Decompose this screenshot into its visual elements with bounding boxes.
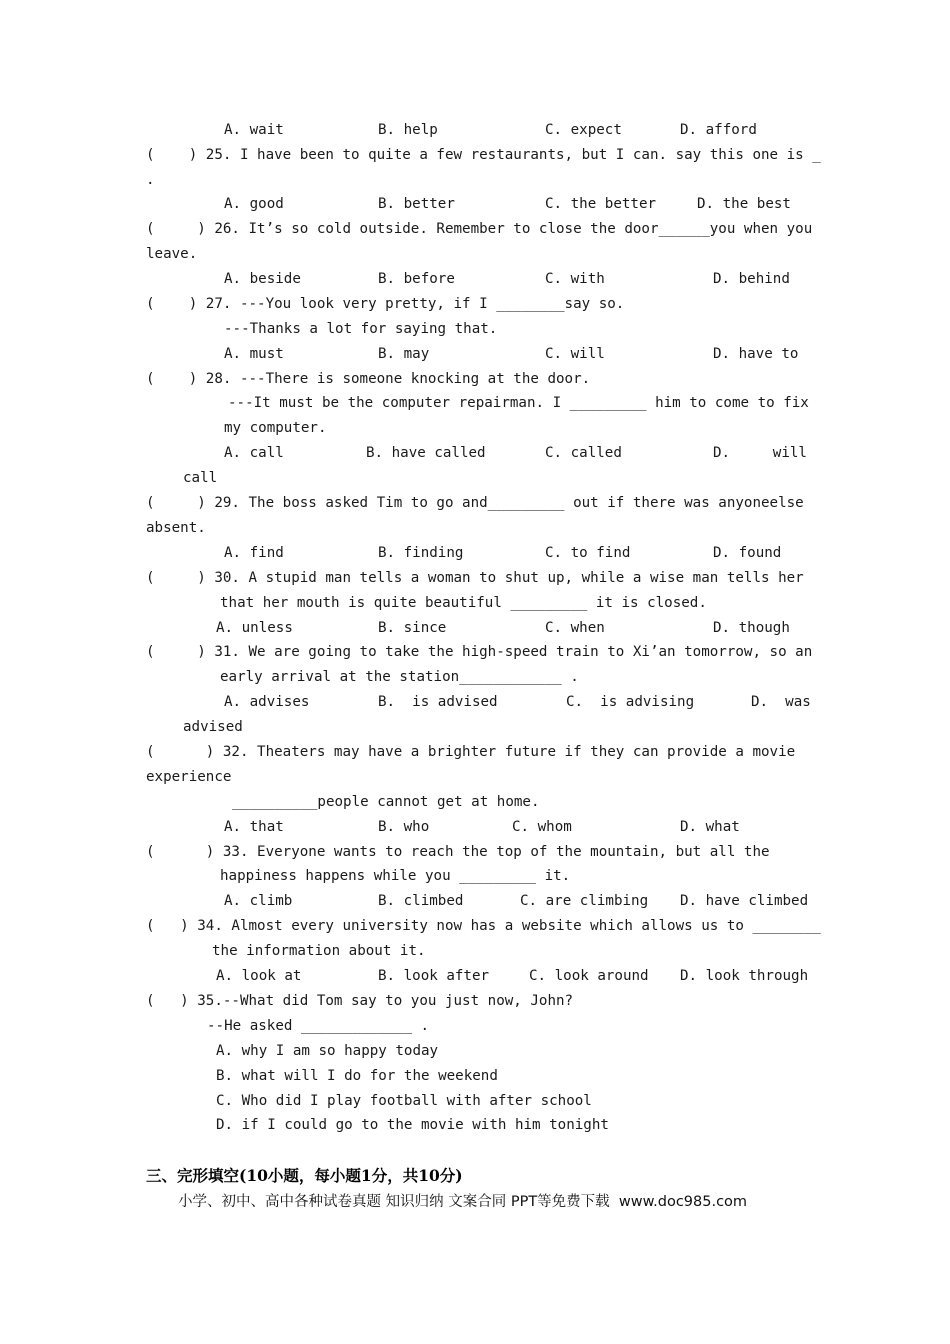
q28-reply-line1: ---It must be the computer repairman. I _________ him to come to fix [228, 395, 809, 411]
q33-option-a: A. climb [224, 893, 293, 909]
q34-option-b: B. look after [378, 968, 490, 984]
q30-option-a: A. unless [216, 620, 293, 636]
q26-stem-continued: leave. [146, 246, 198, 262]
q29-option-a: A. find [224, 545, 284, 561]
q28-option-c: C. called [545, 445, 622, 461]
q33-stem: ( ) 33. Everyone wants to reach the top of the mountain, but all the [146, 844, 770, 860]
q35-option-c: C. Who did I play football with after school [216, 1093, 592, 1109]
q34-option-d: D. look through [680, 968, 809, 984]
q28-option-a: A. call [224, 445, 284, 461]
q27-option-b: B. may [378, 346, 430, 362]
q32-option-c: C. whom [512, 819, 572, 835]
q26-option-c: C. with [545, 271, 605, 287]
q26-option-b: B. before [378, 271, 455, 287]
q29-stem-continued: absent. [146, 520, 206, 536]
q35-option-b: B. what will I do for the weekend [216, 1068, 498, 1084]
q35-option-a: A. why I am so happy today [216, 1043, 439, 1059]
q26-option-a: A. beside [224, 271, 301, 287]
section-heading-cloze: 三、完形填空(10小题，每小题1分，共10分) [146, 1166, 463, 1185]
q27-stem: ( ) 27. ---You look very pretty, if I ________say so. [146, 296, 625, 312]
q30-stem-continued: that her mouth is quite beautiful _________ it is closed. [220, 595, 707, 611]
q25-option-a: A. good [224, 196, 284, 212]
q32-stem: ( ) 32. Theaters may have a brighter future if they can provide a movie [146, 744, 796, 760]
q33-stem-continued: happiness happens while you _________ it. [220, 868, 571, 884]
q29-option-b: B. finding [378, 545, 464, 561]
q30-stem: ( ) 30. A stupid man tells a woman to shut up, while a wise man tells her [146, 570, 804, 586]
q31-stem-continued: early arrival at the station____________ . [220, 669, 579, 685]
q31-option-c: C. is advising [566, 694, 695, 710]
q34-stem-continued: the information about it. [212, 943, 426, 959]
q24-option-d: D. afford [680, 122, 757, 138]
q32-option-a: A. that [224, 819, 284, 835]
q26-option-d: D. behind [713, 271, 790, 287]
q27-option-a: A. must [224, 346, 284, 362]
q25-stem-continued: . [146, 172, 155, 188]
q31-option-d: D. was [751, 694, 811, 710]
q30-option-d: D. though [713, 620, 790, 636]
q34-stem: ( ) 34. Almost every university now has a website which allows us to ________ [146, 918, 821, 934]
q29-stem: ( ) 29. The boss asked Tim to go and_________ out if there was anyoneelse [146, 495, 804, 511]
q26-stem: ( ) 26. It’s so cold outside. Remember to close the door______you when you [146, 221, 813, 237]
q27-option-d: D. have to [713, 346, 799, 362]
q28-reply-line2: my computer. [224, 420, 327, 436]
q27-reply: ---Thanks a lot for saying that. [224, 321, 498, 337]
q25-option-b: B. better [378, 196, 455, 212]
q30-option-b: B. since [378, 620, 447, 636]
q34-option-c: C. look around [529, 968, 649, 984]
footer-note: 小学、初中、高中各种试卷真题 知识归纳 文案合同 PPT等免费下载 www.doc985.com [178, 1194, 748, 1210]
q31-option-b: B. is advised [378, 694, 498, 710]
q29-option-c: C. to find [545, 545, 631, 561]
q32-option-b: B. who [378, 819, 430, 835]
q34-option-a: A. look at [216, 968, 302, 984]
q32-stem-continued: experience [146, 769, 232, 785]
q25-option-d: D. the best [697, 196, 791, 212]
q28-stem: ( ) 28. ---There is someone knocking at the door. [146, 371, 591, 387]
q28-option-d: D. will [713, 445, 807, 461]
q24-option-a: A. wait [224, 122, 284, 138]
q28-option-b: B. have called [366, 445, 486, 461]
q35-option-d: D. if I could go to the movie with him tonight [216, 1117, 609, 1133]
q33-option-b: B. climbed [378, 893, 464, 909]
q30-option-c: C. when [545, 620, 605, 636]
q31-option-d-continued: advised [183, 719, 243, 735]
q33-option-c: C. are climbing [520, 893, 649, 909]
q24-option-c: C. expect [545, 122, 622, 138]
q35-reply: --He asked _____________ . [207, 1018, 430, 1034]
q31-stem: ( ) 31. We are going to take the high-speed train to Xi’an tomorrow, so an [146, 644, 813, 660]
q27-option-c: C. will [545, 346, 605, 362]
q31-option-a: A. advises [224, 694, 310, 710]
q35-stem: ( ) 35.--What did Tom say to you just now, John? [146, 993, 574, 1009]
q24-option-b: B. help [378, 122, 438, 138]
q25-stem: ( ) 25. I have been to quite a few restaurants, but I can. say this one is _ [146, 147, 821, 163]
q32-option-d: D. what [680, 819, 740, 835]
q25-option-c: C. the better [545, 196, 657, 212]
q29-option-d: D. found [713, 545, 782, 561]
q28-option-d-continued: call [183, 470, 218, 486]
q33-option-d: D. have climbed [680, 893, 809, 909]
q32-stem-continued-2: __________people cannot get at home. [232, 794, 540, 810]
